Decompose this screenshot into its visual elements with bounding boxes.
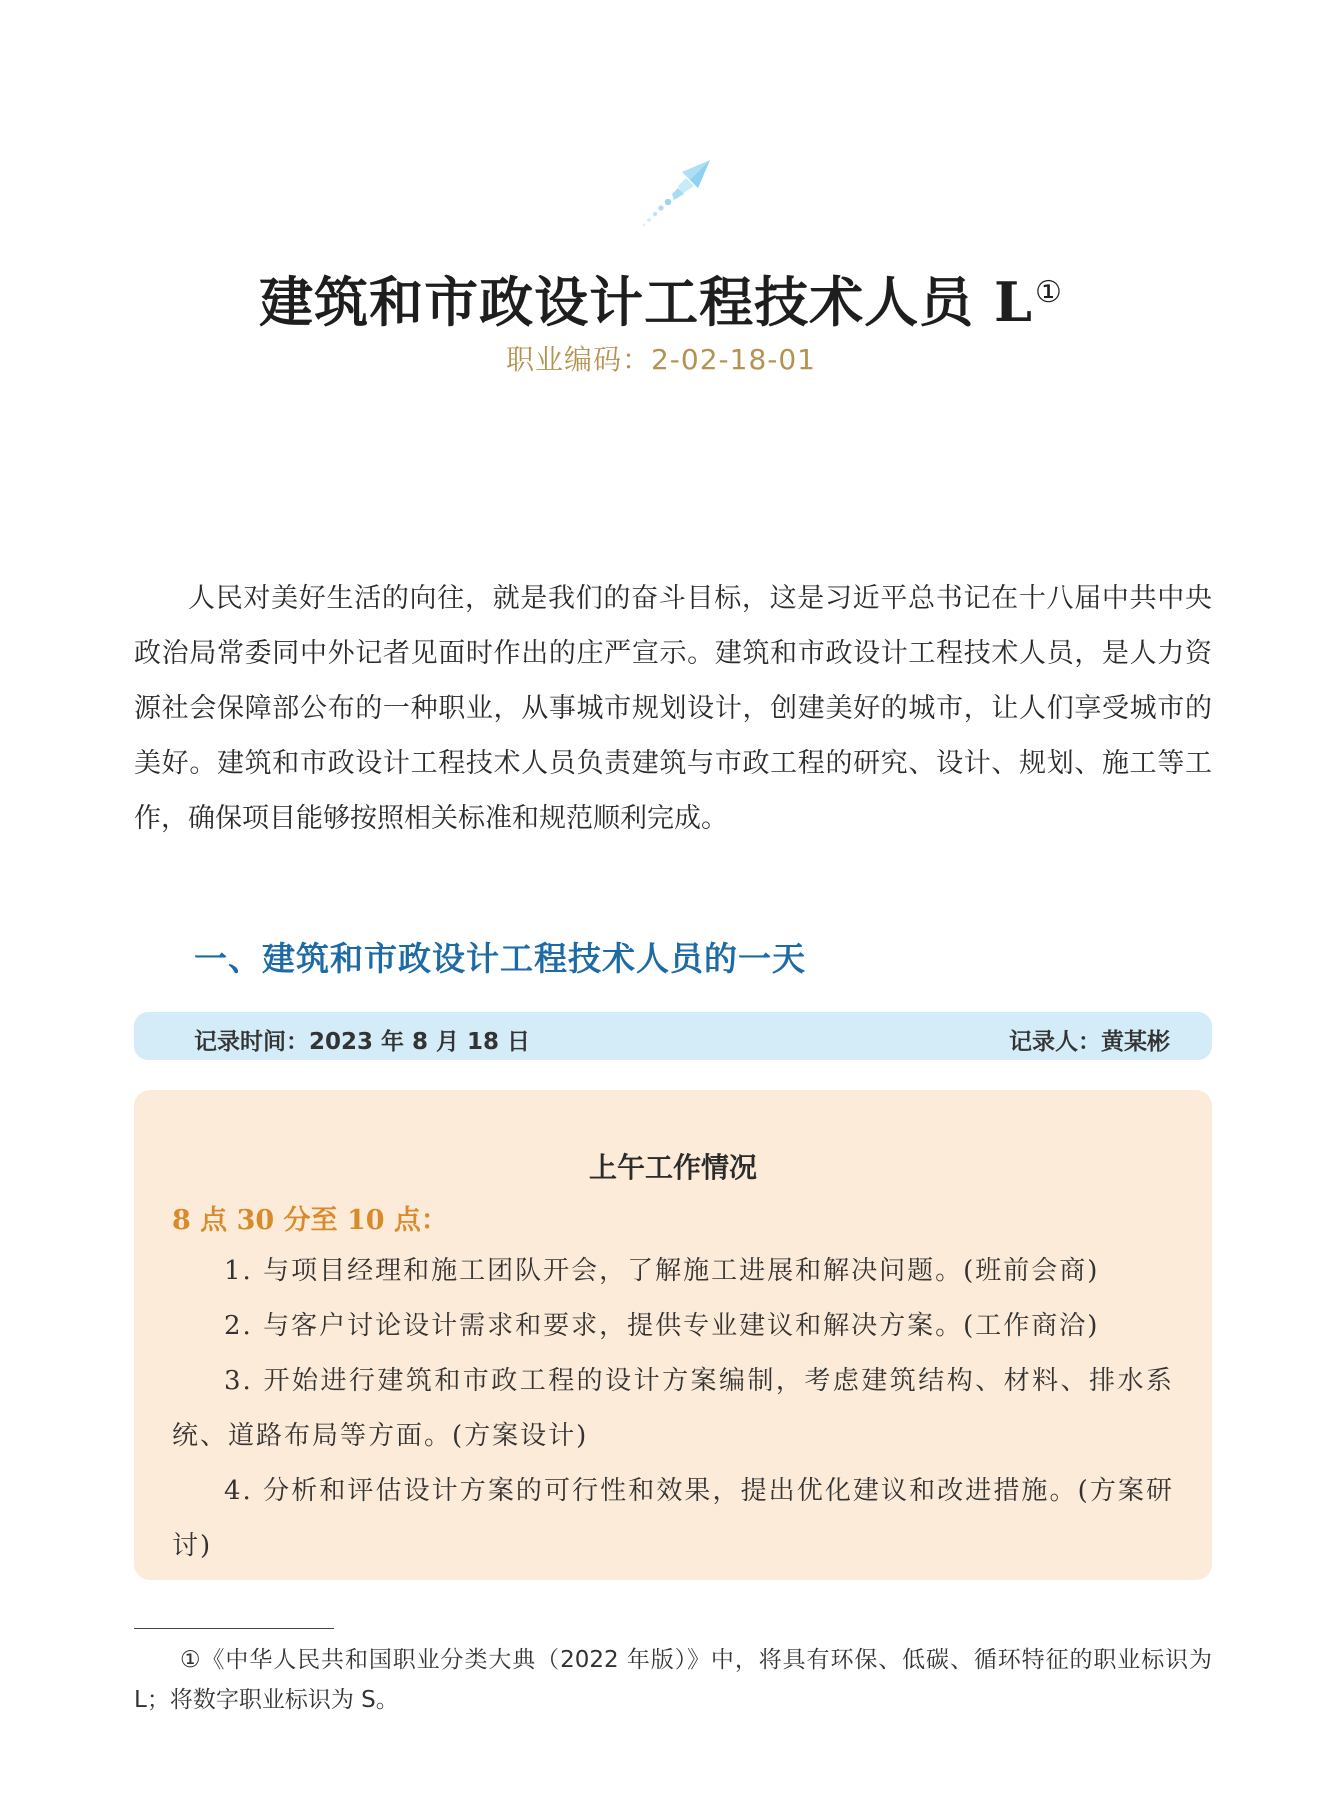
list-item: 3. 开始进行建筑和市政工程的设计方案编制，考虑建筑结构、材料、排水系统、道路布局等方面。(方案设计) bbox=[172, 1366, 1174, 1451]
occupation-code: 职业编码：2-02-18-01 bbox=[505, 343, 816, 376]
list-item: 1. 与项目经理和施工团队开会，了解施工进展和解决问题。(班前会商) bbox=[224, 1256, 1100, 1286]
footnote-mark: ① bbox=[1034, 275, 1063, 310]
footnote-divider bbox=[134, 1628, 334, 1629]
list-item: 2. 与客户讨论设计需求和要求，提供专业建议和解决方案。(工作商洽) bbox=[224, 1311, 1100, 1341]
morning-heading: 上午工作情况 bbox=[588, 1151, 757, 1184]
record-bar bbox=[134, 1012, 1212, 1060]
footnote: ①《中华人民共和国职业分类大典（2022 年版）》中，将具有环保、低碳、循环特征的职业标识为 L；将数字职业标识为 S。 bbox=[134, 1647, 1212, 1713]
task-list bbox=[172, 1244, 1174, 1574]
recorder: 记录人：黄某彬 bbox=[1009, 1029, 1170, 1055]
title-text: 建筑和市政设计工程技术人员 L bbox=[259, 270, 1033, 334]
section-title: 一、建筑和市政设计工程技术人员的一天 bbox=[194, 939, 806, 978]
intro-paragraph: 人民对美好生活的向往，就是我们的奋斗目标，这是习近平总书记在十八届中共中央政治局常委同中外记者见面时作出的庄严宣示。建筑和市政设计工程技术人员，是人力资源社会保障部公布的一种职业，从事城市规划设计，创建美好的城市，让人们享受城市的美好。建筑和市政设计工程技术人员负责建筑与市政工程的研究、设计、规划、施工等工作，确保项目能够按照相关标准和规范顺利完成。 bbox=[134, 583, 1212, 834]
time-range: 8 点 30 分至 10 点： bbox=[172, 1205, 448, 1236]
record-time: 记录时间：2023 年 8 月 18 日 bbox=[194, 1029, 531, 1055]
rocket-icon bbox=[632, 158, 712, 238]
page-title bbox=[0, 258, 1322, 337]
list-item: 4. 分析和评估设计方案的可行性和效果，提出优化建议和改进措施。(方案研讨) bbox=[172, 1476, 1174, 1561]
morning-work-box bbox=[134, 1090, 1212, 1580]
